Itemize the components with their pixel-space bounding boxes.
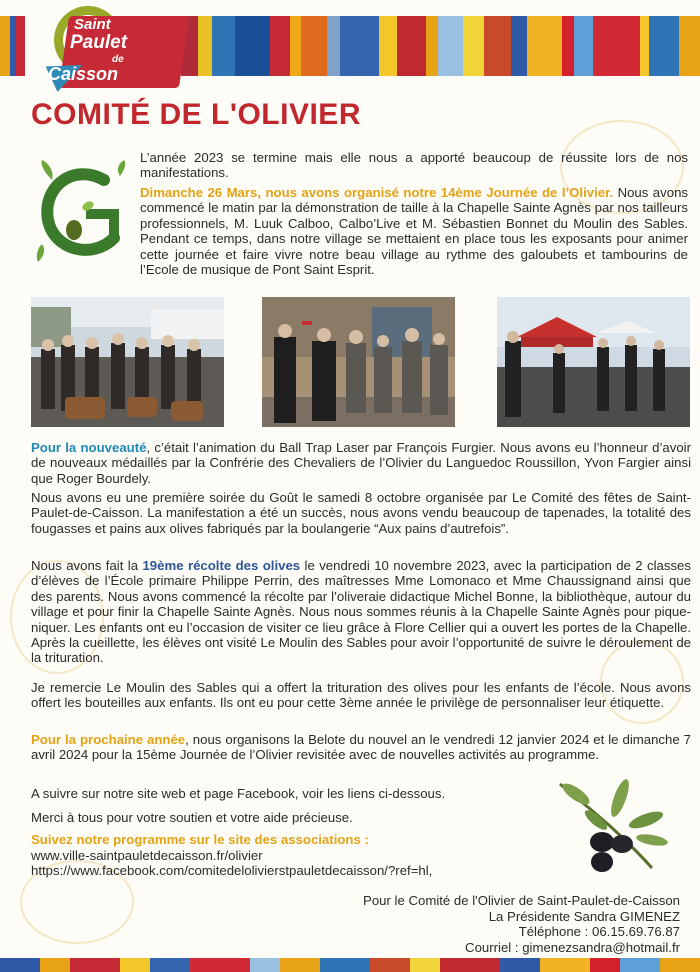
recolte-highlight: 19ème récolte des olives (142, 558, 301, 573)
march-text: Nous avons commencé le matin par la démonstration de taille à la Chapelle Sainte Agnès par nos tailleurs professionnels, M. Luuk Calboo, Calbo’Live et M. Sébastien Bonnet du Moulin des Sables. Pendant ce temps, dans notre village se mettaient en place tous les exposants pour animer cette journée et faire vivre notre beau village au rythme des galoubets et tambourins de l’Ecole de musique de Pont Saint Esprit. (140, 185, 688, 278)
march-highlight: Dimanche 26 Mars, nous avons organisé notre 14ème Journée de l’Olivier. (140, 185, 614, 200)
photo-laser-trap (497, 297, 690, 427)
recolte-paragraph (31, 558, 691, 666)
olive-branch-icon (556, 776, 668, 876)
logo-line-caisson: Caisson (48, 64, 119, 84)
olivier-emblem-icon (34, 158, 128, 266)
site-link[interactable]: www.ville-saintpauletdecaisson.fr/olivier (31, 848, 263, 863)
logo-line-de: de (112, 54, 124, 65)
signature-phone: Téléphone : 06.15.69.76.87 (518, 924, 680, 940)
nouveaute-text: , c’était l’animation du Ball Trap Laser par François Furgier. Nous avons eu l’honneur d’avoir de nouveaux médaillés par la Confrérie des Chevaliers de l’Olivier du Languedoc Roussillon, Yvon Fargier ainsi que Roger Bourdely. (31, 440, 691, 486)
photo-market-drummers (31, 297, 224, 427)
signature-block (363, 893, 680, 955)
photo-ceremony (262, 297, 455, 427)
signature-email[interactable]: Courriel : gimenezsandra@hotmail.fr (465, 939, 680, 955)
nouveaute-highlight: Pour la nouveauté (31, 440, 147, 455)
links-heading: Suivez notre programme sur le site des associations : (31, 832, 369, 847)
suivre-paragraph: A suivre sur notre site web et page Facebook, voir les liens ci-dessous. (31, 786, 446, 801)
nouveaute-paragraph (31, 440, 691, 486)
gout-paragraph: Nous avons eu une première soirée du Goût le samedi 8 octobre organisée par Le Comité des fêtes de Saint-Paulet-de-Caisson. La manifestation a été un succès, nous avons vendu beaucoup de tapenades, la totalité des fougasses et pains aux olives fabriqués par la boulangerie “Aux pains d’autrefois”. (31, 490, 691, 536)
recolte-text: le vendredi 10 novembre 2023, avec la participation de 2 classes d’élèves de l’École primaire Philippe Perrin, des maîtresses Mme Lomonaco et Mme Chaussignand ainsi que des parents. Nous avons commencé la récolte par l’oliveraie didactique Michel Bonne, la bibliothèque, autour du village et pour finir la Chapelle Sainte Agnès. Nous nous sommes réunis à la Chapelle Sainte Agnès pour pique-niquer. Les enfants ont eu l’occasion de visiter ce lieu grâce à Flore Cellier qui a ouvert les portes de la Chapelle. Après la cueillette, les élèves ont visité Le Moulin des Sables pour avoir l’opportunité de suivre le déroulement de la trituration. (31, 558, 691, 666)
march-paragraph (140, 185, 688, 277)
recolte-before: Nous avons fait la (31, 558, 143, 573)
bottom-banner (0, 958, 700, 972)
prochaine-paragraph (31, 732, 691, 763)
logo-line-paulet: Paulet (70, 32, 128, 53)
remercie-paragraph: Je remercie Le Moulin des Sables qui a offert la trituration des olives pour les enfants de l’école. Nous avons offert les bouteilles aux enfants. Ils ont eu pour cette 3ème année le privilège de personnaliser leur étiquette. (31, 680, 691, 711)
signature-committee: Pour le Comité de l'Olivier de Saint-Paulet-de-Caisson (363, 893, 680, 908)
page-title: COMITÉ DE L'OLIVIER (31, 98, 361, 131)
prochaine-text: , nous organisons la Belote du nouvel an le vendredi 12 janvier 2024 et le dimanche 7 avril 2024 pour la 15ème Journée de l’Olivier revisitée avec de nouvelles activités au programme. (31, 732, 692, 763)
prochaine-highlight: Pour la prochaine année (31, 732, 186, 747)
signature-president: La Présidente Sandra GIMENEZ (488, 908, 680, 924)
intro-paragraph: L’année 2023 se termine mais elle nous a apporté beaucoup de réussite lors de nos manifestations. (140, 150, 688, 181)
merci-paragraph: Merci à tous pour votre soutien et votre aide précieuse. (31, 810, 353, 825)
facebook-link[interactable]: https://www.facebook.com/comitedelolivierstpauletdecaisson/?ref=hl, (31, 863, 433, 878)
logo-line-saint: Saint (74, 16, 111, 33)
